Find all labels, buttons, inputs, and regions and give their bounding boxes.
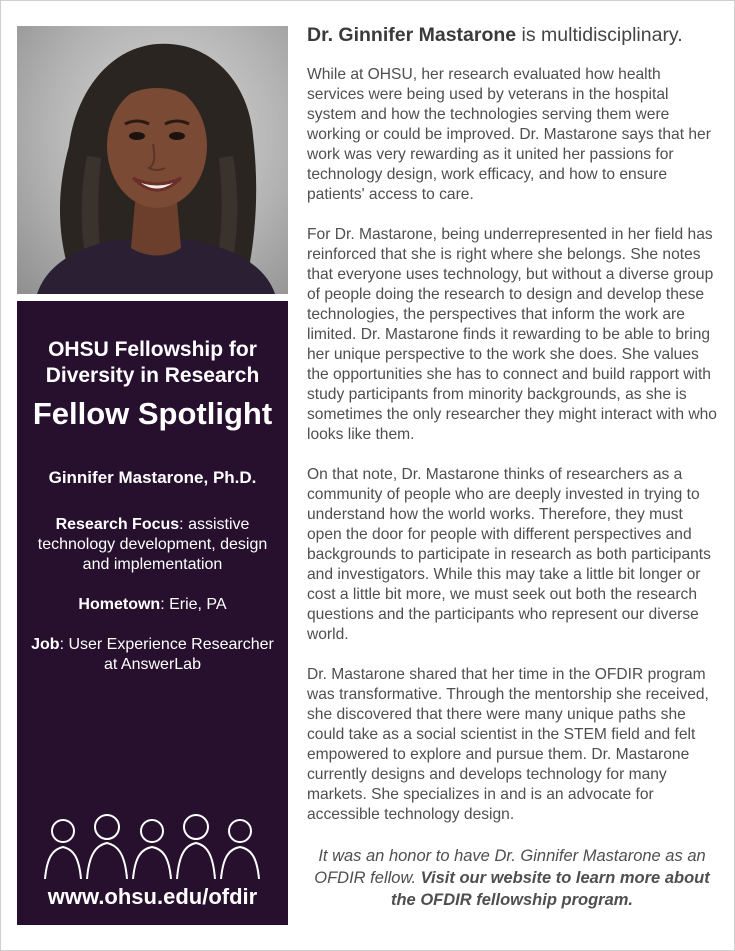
job [29, 635, 276, 675]
job-value: : User Experience Researcher at AnswerLab [59, 636, 274, 673]
fellow-name: Ginnifer Mastarone, Ph.D. [48, 468, 257, 487]
fellow-info-sidebar [17, 301, 288, 925]
program-title: OHSU Fellowship for Diversity in Research [45, 338, 260, 387]
paragraph-3: On that note, Dr. Mastarone thinks of researchers as a community of people who are deeply invested in trying to understand how the world works. Therefore, they must open the door for people with different perspectives and backgrounds to participate in research as both participants and investigators. While this may take a little bit longer or cost a little bit more, we must seek out both the research questions and the participants who represent our diverse world. [307, 466, 711, 643]
lead-rest: is multidisciplinary. [516, 24, 683, 46]
research-focus-value: : assistive technology development, design and implementation [37, 516, 268, 573]
closing-statement [307, 845, 717, 911]
paragraph-2: For Dr. Mastarone, being underrepresented in her field has reinforced that she is right where she belongs. She notes that everyone uses technology, but without a diverse group of people doing the research to design and develop these technologies, the perspectives that inform the work are limited. Dr. Mastarone finds it rewarding to be able to bring her unique perspective to the work she does. She values the opportunities she has to connect and build rapport with study participants from minority backgrounds, as she is sometimes the only researcher they might interact with who looks like them. [307, 226, 717, 443]
article-body [307, 22, 717, 911]
closing-website-link[interactable]: Visit our website to learn more about the OFDIR fellowship program. [390, 869, 710, 909]
website-link[interactable]: www.ohsu.edu/ofdir [47, 884, 258, 909]
hometown-value: : Erie, PA [160, 596, 227, 613]
group-silhouettes-icon [41, 813, 263, 879]
fellow-portrait-photo [17, 26, 288, 294]
hometown-label: Hometown [78, 596, 161, 613]
spotlight-title: Fellow Spotlight [32, 396, 273, 431]
paragraph-1: While at OHSU, her research evaluated how health services were being used by veterans in the hospital system and how the technologies serving them were working or could be improved. Dr. Mastarone says that her work was very rewarding as it united her passions for technology design, work efficacy, and how to ensure patients' access to care. [307, 66, 711, 203]
job-label: Job [31, 636, 60, 653]
lead-sentence [307, 22, 717, 48]
research-focus-label: Research Focus [55, 516, 180, 533]
paragraph-4: Dr. Mastarone shared that her time in the OFDIR program was transformative. Through the mentorship she received, she discovered that there were many unique paths she could take as a social scientist in the STEM field and felt empowered to explore and pursue them. Dr. Mastarone currently designs and develops technology for many markets. She specializes in and is an advocate for accessible technology design. [307, 666, 709, 823]
lead-name: Dr. Ginnifer Mastarone [307, 24, 517, 46]
closing-italic: It was an honor to have Dr. Ginnifer Mastarone as an OFDIR fellow. [314, 847, 706, 887]
hometown [29, 595, 276, 615]
research-focus [29, 515, 276, 575]
portrait-illustration [17, 26, 288, 294]
